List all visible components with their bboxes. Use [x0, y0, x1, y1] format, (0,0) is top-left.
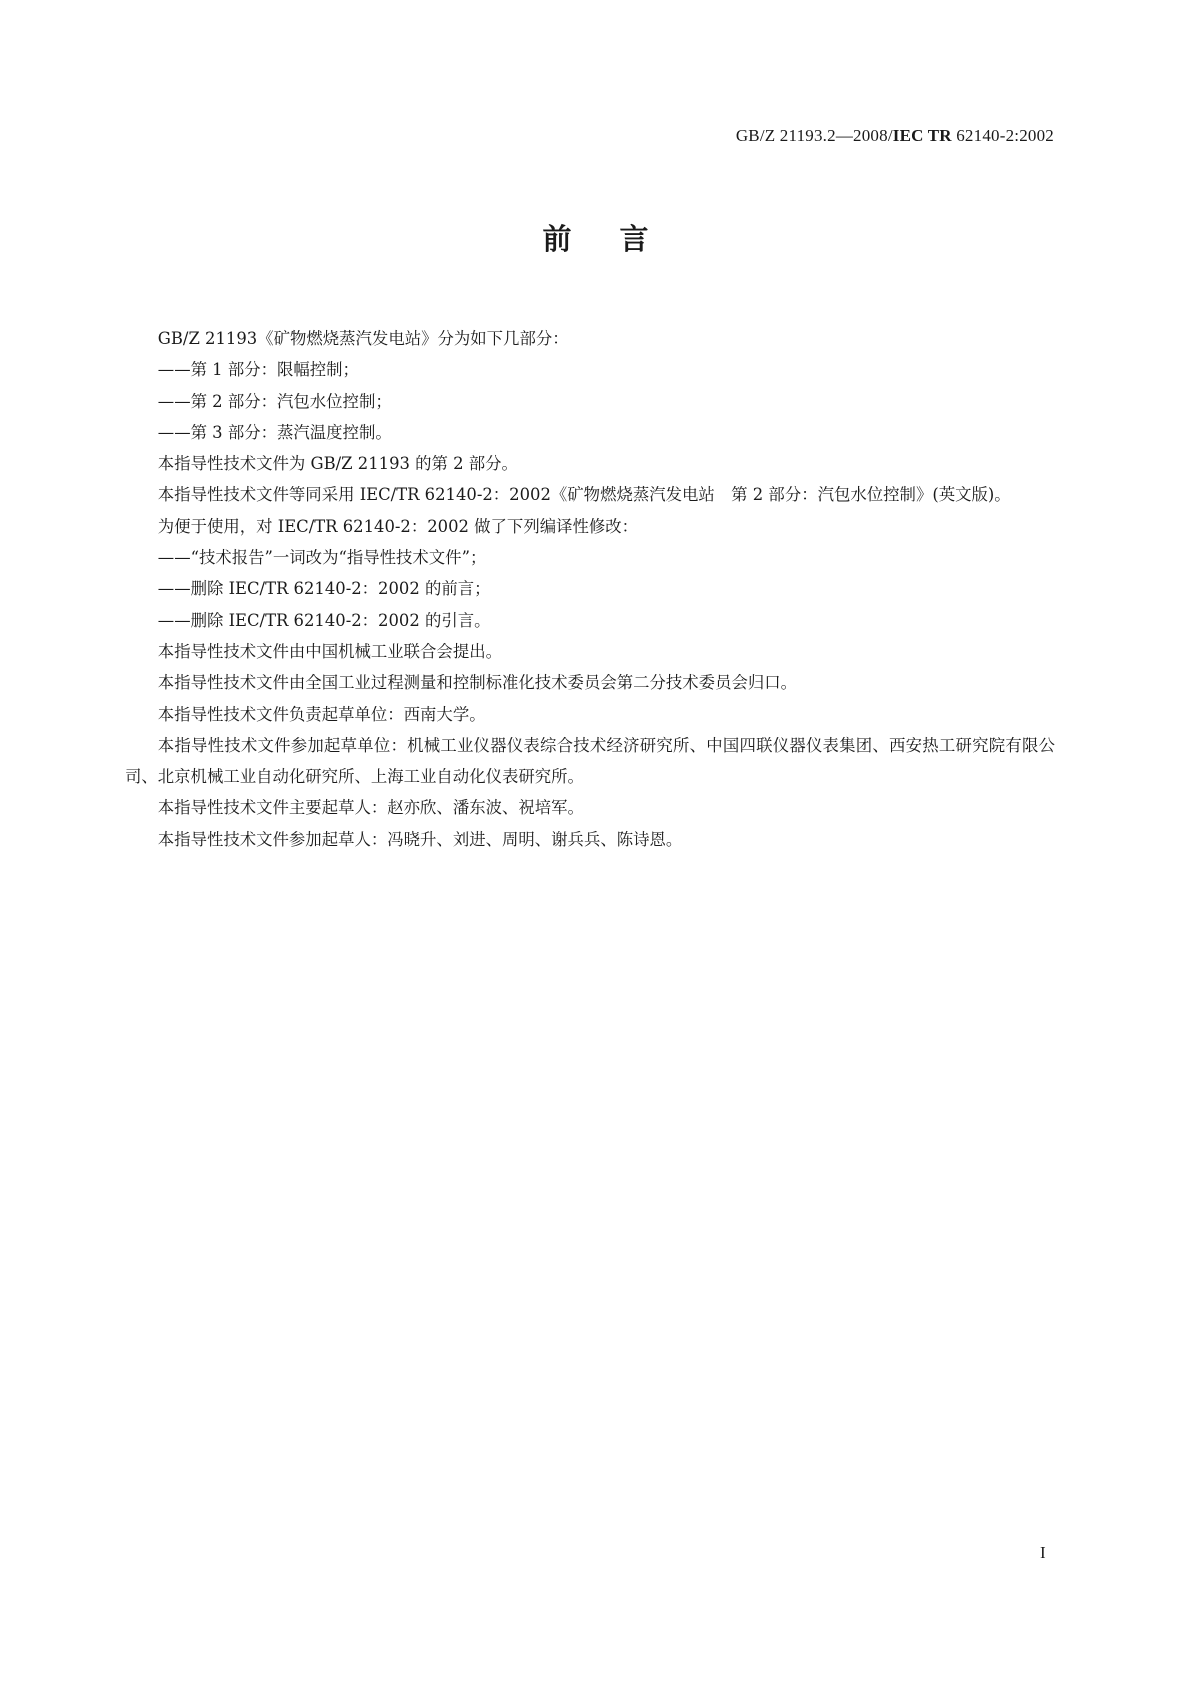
paragraph-this-part: 本指导性技术文件为 GB/Z 21193 的第 2 部分。 [157, 454, 518, 474]
paragraph-under-jurisdiction: 本指导性技术文件由全国工业过程测量和控制标准化技术委员会第二分技术委员会归口。 [157, 673, 798, 693]
standard-code-part1: GB/Z 21193.2 [735, 126, 836, 145]
paragraph-modifications-intro: 为便于使用，对 IEC/TR 62140-2：2002 做了下列编译性修改： [157, 516, 639, 536]
standard-code-iec: IEC TR [892, 126, 952, 145]
list-item-mod2: ——删除 IEC/TR 62140-2：2002 的前言； [157, 579, 491, 599]
list-item-mod3: ——删除 IEC/TR 62140-2：2002 的引言。 [157, 610, 491, 630]
paragraph-proposed-by: 本指导性技术文件由中国机械工业联合会提出。 [157, 641, 502, 661]
standard-code-header [736, 126, 1054, 146]
standard-code-part2: 2008/ [853, 126, 893, 145]
paragraph-main-drafters: 本指导性技术文件主要起草人：赵亦欣、潘东波、祝培军。 [157, 798, 584, 818]
list-item-mod1: ——“技术报告”一词改为“指导性技术文件”； [157, 548, 487, 568]
paragraph-participating-units: 本指导性技术文件参加起草单位：机械工业仪器仪表综合技术经济研究所、中国四联仪器仪表集团、西安热工研究院有限公司、北京机械工业自动化研究所、上海工业自动化仪表研究所。 [125, 735, 1055, 787]
list-item-part1: ——第 1 部分：限幅控制； [157, 360, 359, 380]
standard-code-dash: — [835, 126, 854, 145]
paragraph-parts-intro: GB/Z 21193《矿物燃烧蒸汽发电站》分为如下几部分： [157, 329, 569, 348]
page-title: 前言 [542, 222, 697, 256]
page-number: I [1040, 1543, 1046, 1562]
paragraph-participating-drafters: 本指导性技术文件参加起草人：冯晓升、刘进、周明、谢兵兵、陈诗恩。 [157, 829, 683, 849]
paragraph-equivalence: 本指导性技术文件等同采用 IEC/TR 62140-2：2002《矿物燃烧蒸汽发电站 第 2 部分：汽包水位控制》(英文版)。 [157, 485, 1011, 505]
list-item-part2: ——第 2 部分：汽包水位控制； [157, 391, 392, 411]
foreword-body [125, 323, 1055, 855]
standard-code-part4: 62140-2:2002 [951, 126, 1054, 145]
list-item-part3: ——第 3 部分：蒸汽温度控制。 [157, 422, 392, 442]
paragraph-drafting-unit: 本指导性技术文件负责起草单位：西南大学。 [157, 704, 486, 724]
